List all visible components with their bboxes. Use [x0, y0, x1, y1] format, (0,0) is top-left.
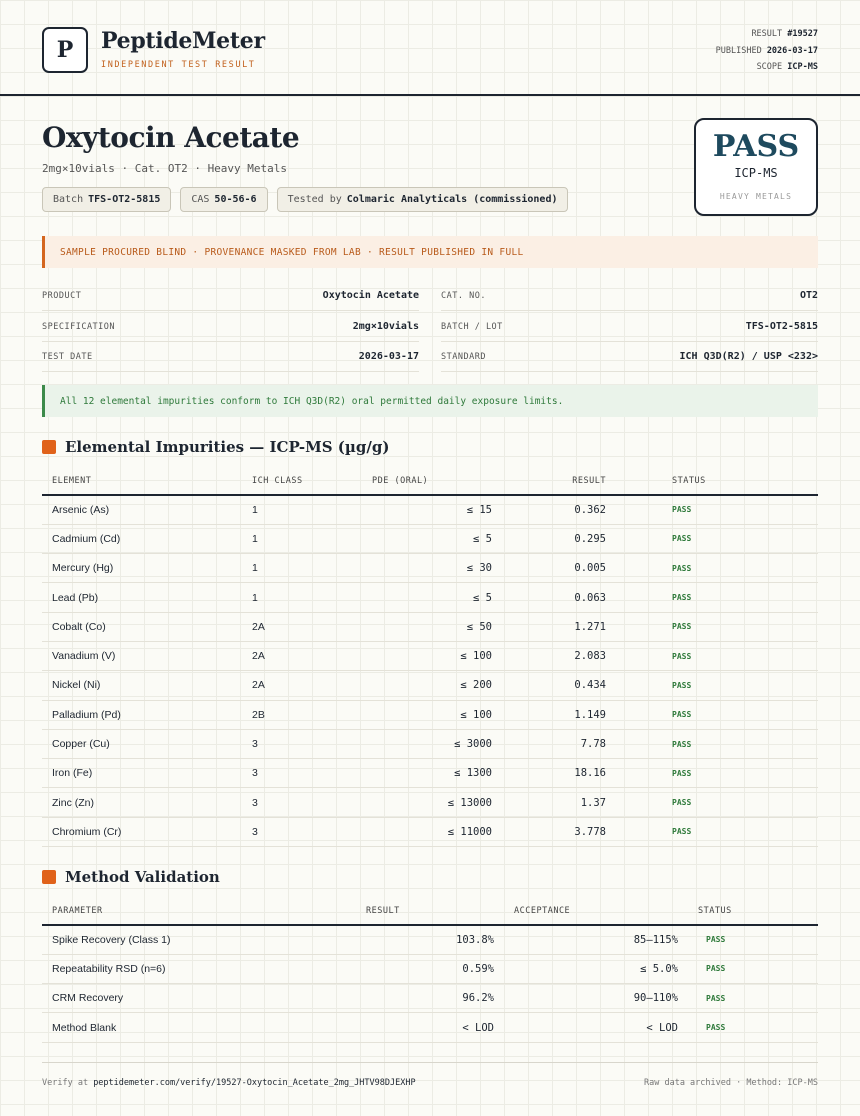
info-cat-no: CAT. NO. OT2 [441, 281, 818, 311]
ich-class-cell: 2B [242, 700, 362, 729]
parameter-cell: Repeatability RSD (n=6) [42, 954, 292, 983]
result-cell: 1.271 [502, 612, 662, 641]
result-cell: 0.362 [502, 495, 662, 524]
table-row [42, 954, 818, 983]
table-row [42, 641, 818, 670]
pde-cell: ≤ 11000 [362, 817, 502, 846]
table-row [42, 554, 818, 583]
table-row [42, 495, 818, 524]
table-row [42, 984, 818, 1013]
status-cell: PASS [662, 554, 818, 583]
pde-cell: ≤ 15 [362, 495, 502, 524]
status-cell: PASS [688, 1013, 818, 1042]
table-header-row [42, 467, 818, 495]
status-cell: PASS [662, 759, 818, 788]
blind-notice: SAMPLE PROCURED BLIND · PROVENANCE MASKED FROM LAB · RESULT PUBLISHED IN FULL [42, 236, 818, 268]
impurities-heading: Elemental Impurities — ICP-MS (µg/g) [42, 438, 389, 456]
result-cell: 96.2% [292, 984, 504, 1013]
col-status: STATUS [662, 467, 818, 495]
info-product: PRODUCT Oxytocin Acetate [42, 281, 419, 311]
pde-cell: ≤ 200 [362, 671, 502, 700]
table-row [42, 729, 818, 758]
pde-cell: ≤ 50 [362, 612, 502, 641]
brand-name: PeptideMeter [101, 28, 265, 54]
pde-cell: ≤ 1300 [362, 759, 502, 788]
result-cell: 3.778 [502, 817, 662, 846]
ich-class-cell: 1 [242, 524, 362, 553]
result-cell: 0.005 [502, 554, 662, 583]
ich-class-cell: 3 [242, 788, 362, 817]
element-cell: Mercury (Hg) [42, 554, 242, 583]
col-ich-class: ICH CLASS [242, 467, 362, 495]
result-cell: < LOD [292, 1013, 504, 1042]
status-cell: PASS [662, 700, 818, 729]
table-row [42, 612, 818, 641]
pde-cell: ≤ 13000 [362, 788, 502, 817]
element-cell: Nickel (Ni) [42, 671, 242, 700]
result-cell: 0.434 [502, 671, 662, 700]
info-standard: STANDARD ICH Q3D(R2) / USP <232> [441, 342, 818, 372]
col-result: RESULT [502, 467, 662, 495]
ich-class-cell: 1 [242, 554, 362, 583]
result-id: RESULT #19527 [751, 29, 818, 39]
pde-cell: ≤ 3000 [362, 729, 502, 758]
validation-table [42, 897, 818, 1043]
status-cell: PASS [662, 788, 818, 817]
chip-row [42, 187, 568, 212]
element-cell: Lead (Pb) [42, 583, 242, 612]
report-header [0, 0, 860, 96]
impurities-table [42, 467, 818, 847]
table-row [42, 925, 818, 954]
ich-class-cell: 2A [242, 641, 362, 670]
ich-class-cell: 1 [242, 495, 362, 524]
ich-class-cell: 3 [242, 729, 362, 758]
col-status: STATUS [688, 897, 818, 925]
verdict-status: PASS [712, 129, 800, 164]
table-row [42, 1013, 818, 1042]
section-marker-icon [42, 440, 56, 454]
element-cell: Copper (Cu) [42, 729, 242, 758]
scope: SCOPE ICP-MS [756, 62, 818, 72]
section-marker-icon [42, 870, 56, 884]
logo: P [42, 27, 88, 73]
element-cell: Palladium (Pd) [42, 700, 242, 729]
element-cell: Cobalt (Co) [42, 612, 242, 641]
acceptance-cell: ≤ 5.0% [504, 954, 688, 983]
ich-class-cell: 2A [242, 612, 362, 641]
acceptance-cell: 85–115% [504, 925, 688, 954]
pde-cell: ≤ 30 [362, 554, 502, 583]
element-cell: Chromium (Cr) [42, 817, 242, 846]
status-cell: PASS [662, 817, 818, 846]
result-cell: 0.063 [502, 583, 662, 612]
cas-chip: CAS 50-56-6 [180, 187, 267, 212]
table-row [42, 759, 818, 788]
verdict-method: ICP-MS [734, 166, 778, 180]
table-row [42, 671, 818, 700]
pde-cell: ≤ 100 [362, 700, 502, 729]
element-cell: Arsenic (As) [42, 495, 242, 524]
tested-by-chip: Tested by Colmaric Analyticals (commissioned) [277, 187, 569, 212]
result-cell: 1.37 [502, 788, 662, 817]
published-date: PUBLISHED 2026-03-17 [715, 46, 818, 56]
col-acceptance: ACCEPTANCE [504, 897, 688, 925]
parameter-cell: Method Blank [42, 1013, 292, 1042]
col-element: ELEMENT [42, 467, 242, 495]
footer-note: Raw data archived · Method: ICP-MS [644, 1078, 818, 1088]
result-cell: 0.295 [502, 524, 662, 553]
status-cell: PASS [688, 925, 818, 954]
result-cell: 0.59% [292, 954, 504, 983]
status-cell: PASS [662, 524, 818, 553]
status-cell: PASS [662, 729, 818, 758]
col-parameter: PARAMETER [42, 897, 292, 925]
brand-tagline: INDEPENDENT TEST RESULT [101, 60, 256, 70]
parameter-cell: Spike Recovery (Class 1) [42, 925, 292, 954]
element-cell: Zinc (Zn) [42, 788, 242, 817]
status-cell: PASS [662, 671, 818, 700]
acceptance-cell: 90–110% [504, 984, 688, 1013]
pde-cell: ≤ 5 [362, 583, 502, 612]
result-cell: 103.8% [292, 925, 504, 954]
info-batch: BATCH / LOT TFS-OT2-5815 [441, 312, 818, 342]
col-result: RESULT [292, 897, 504, 925]
footer-divider [42, 1062, 818, 1063]
element-cell: Cadmium (Cd) [42, 524, 242, 553]
table-row [42, 817, 818, 846]
verdict-scope: HEAVY METALS [719, 192, 793, 201]
pde-cell: ≤ 5 [362, 524, 502, 553]
verdict-card [694, 118, 818, 216]
result-cell: 1.149 [502, 700, 662, 729]
product-subtitle: 2mg×10vials · Cat. OT2 · Heavy Metals [42, 162, 288, 175]
status-cell: PASS [662, 495, 818, 524]
status-cell: PASS [688, 984, 818, 1013]
acceptance-cell: < LOD [504, 1013, 688, 1042]
page-title: Oxytocin Acetate [42, 121, 300, 154]
batch-chip: Batch TFS-OT2-5815 [42, 187, 171, 212]
result-cell: 18.16 [502, 759, 662, 788]
element-cell: Iron (Fe) [42, 759, 242, 788]
parameter-cell: CRM Recovery [42, 984, 292, 1013]
table-row [42, 700, 818, 729]
status-cell: PASS [662, 583, 818, 612]
result-cell: 2.083 [502, 641, 662, 670]
validation-heading: Method Validation [42, 868, 220, 886]
table-row [42, 524, 818, 553]
status-cell: PASS [688, 954, 818, 983]
col-pde: PDE (ORAL) [362, 467, 502, 495]
element-cell: Vanadium (V) [42, 641, 242, 670]
status-cell: PASS [662, 641, 818, 670]
verify-link[interactable]: Verify at peptidemeter.com/verify/19527-Oxytocin_Acetate_2mg_JHTV98DJEXHP [42, 1078, 416, 1088]
status-cell: PASS [662, 612, 818, 641]
info-specification: SPECIFICATION 2mg×10vials [42, 312, 419, 342]
pde-cell: ≤ 100 [362, 641, 502, 670]
table-row [42, 788, 818, 817]
info-test-date: TEST DATE 2026-03-17 [42, 342, 419, 372]
table-header-row [42, 897, 818, 925]
result-cell: 7.78 [502, 729, 662, 758]
ich-class-cell: 1 [242, 583, 362, 612]
ich-class-cell: 3 [242, 759, 362, 788]
ich-class-cell: 3 [242, 817, 362, 846]
ich-class-cell: 2A [242, 671, 362, 700]
conformance-banner: All 12 elemental impurities conform to ICH Q3D(R2) oral permitted daily exposure limits. [42, 385, 818, 417]
table-row [42, 583, 818, 612]
